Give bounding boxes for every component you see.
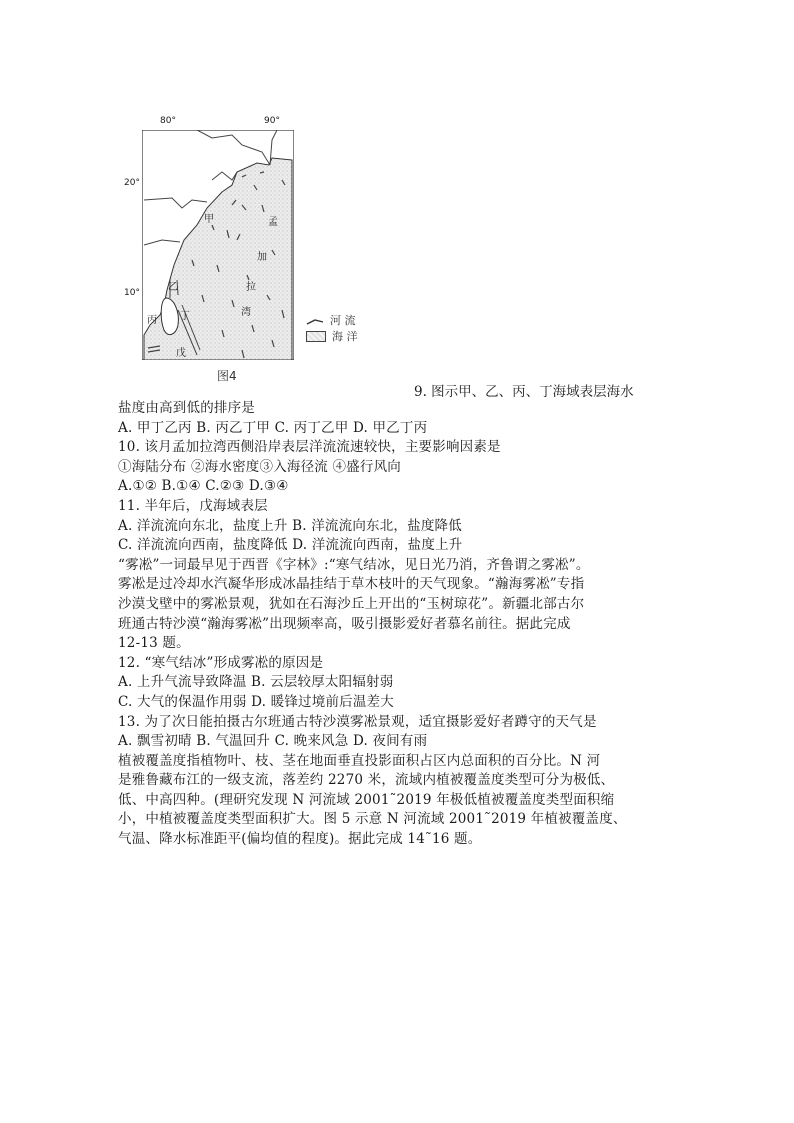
passage-vegetation-line: 低、中高四种。(理研究发现 N 河流域 2001˜2019 年极低植被覆盖度类型面积缩 bbox=[118, 791, 615, 808]
question-9-stem-cont: 盐度由高到低的排序是 bbox=[118, 400, 255, 416]
question-9-options: A. 甲丁乙丙 B. 丙乙丁甲 C. 丙丁乙甲 D. 甲乙丁丙 bbox=[118, 419, 428, 436]
legend-label-ocean: 海 洋 bbox=[332, 330, 358, 343]
passage-rime-line: 雾凇是过冷却水汽凝华形成冰晶挂结于草木枝叶的天气现象。“瀚海雾凇”专指 bbox=[118, 576, 585, 593]
map-image bbox=[142, 130, 294, 360]
label-meng: 孟 bbox=[268, 217, 278, 228]
label-yi: 乙 bbox=[168, 282, 178, 293]
question-12-options-1: A. 上升气流导致降温 B. 云层较厚太阳辐射弱 bbox=[118, 674, 394, 691]
label-jia: 甲 bbox=[204, 214, 214, 225]
passage-vegetation-line: 小，中植被覆盖度类型面积扩大。图 5 示意 N 河流域 2001˜2019 年植被覆盖度、 bbox=[118, 811, 627, 828]
legend-item-ocean bbox=[306, 328, 358, 344]
label-wan: 湾 bbox=[241, 307, 251, 318]
passage-vegetation-line: 是雅鲁藏布江的一级支流，落差约 2270 米，流域内植被覆盖度类型可分为极低、 bbox=[118, 772, 615, 789]
map-legend bbox=[306, 312, 358, 344]
legend-label-river: 河 流 bbox=[330, 314, 356, 327]
label-la: 拉 bbox=[246, 282, 256, 293]
questions-body bbox=[118, 399, 683, 850]
legend-item-river bbox=[306, 312, 358, 328]
axis-label-10: 10° bbox=[124, 288, 140, 298]
question-13-options: A. 飘雪初晴 B. 气温回升 C. 晚来风急 D. 夜间有雨 bbox=[118, 733, 428, 750]
question-10-factors: ①海陆分布 ②海水密度③入海径流 ④盛行风向 bbox=[118, 458, 401, 475]
figure-4-bay-of-bengal-map bbox=[124, 112, 390, 387]
passage-rime-line: 12-13 题。 bbox=[118, 635, 190, 652]
question-12-stem: 12. “寒气结冰”形成雾凇的原因是 bbox=[118, 654, 324, 671]
label-wu: 戊 bbox=[176, 348, 186, 359]
question-11-stem: 11. 半年后，戊海域表层 bbox=[118, 497, 268, 514]
label-bing: 丙 bbox=[147, 315, 157, 326]
label-jia2: 加 bbox=[257, 252, 267, 263]
label-ding: 丁 bbox=[180, 311, 190, 322]
question-10-stem: 10. 该月孟加拉湾西侧沿岸表层洋流流速较快，主要影响因素是 bbox=[118, 439, 501, 456]
question-10-options: A.①② B.①④ C.②③ D.③④ bbox=[118, 478, 289, 495]
passage-vegetation-line: 气温、降水标准距平(偏均值的程度)。据此完成 14˜16 题。 bbox=[118, 831, 482, 848]
question-11-options-1: A. 洋流流向东北，盐度上升 B. 洋流流向东北，盐度降低 bbox=[118, 517, 462, 534]
question-12-options-2: C. 大气的保温作用弱 D. 暖锋过境前后温差大 bbox=[118, 693, 394, 710]
question-11-options-2: C. 洋流流向西南，盐度降低 D. 洋流流向西南，盐度上升 bbox=[118, 537, 463, 554]
question-9-stem: 9. 图示甲、乙、丙、丁海域表层海水 bbox=[414, 384, 634, 400]
axis-label-90: 90° bbox=[264, 116, 280, 126]
river-icon bbox=[306, 316, 324, 325]
passage-rime-line: “雾凇”一词最早见于西晋《字林》:“寒气结冰，见日光乃消，齐鲁谓之雾凇”。 bbox=[118, 556, 590, 573]
passage-vegetation-line: 植被覆盖度指植物叶、枝、茎在地面垂直投影面积占区内总面积的百分比。N 河 bbox=[118, 752, 601, 769]
axis-label-80: 80° bbox=[160, 116, 176, 126]
passage-rime-line: 班通古特沙漠“瀚海雾凇”出现频率高，吸引摄影爱好者慕名前往。据此完成 bbox=[118, 615, 571, 632]
axis-label-20: 20° bbox=[124, 178, 140, 188]
passage-rime-line: 沙漠戈壁中的雾凇景观，犹如在石海沙丘上开出的“玉树琼花”。新疆北部古尔 bbox=[118, 595, 585, 612]
figure-caption: 图4 bbox=[217, 369, 237, 383]
ocean-swatch-icon bbox=[306, 331, 326, 342]
question-13-stem: 13. 为了次日能拍摄古尔班通古特沙漠雾凇景观，适宜摄影爱好者蹲守的天气是 bbox=[118, 713, 597, 730]
